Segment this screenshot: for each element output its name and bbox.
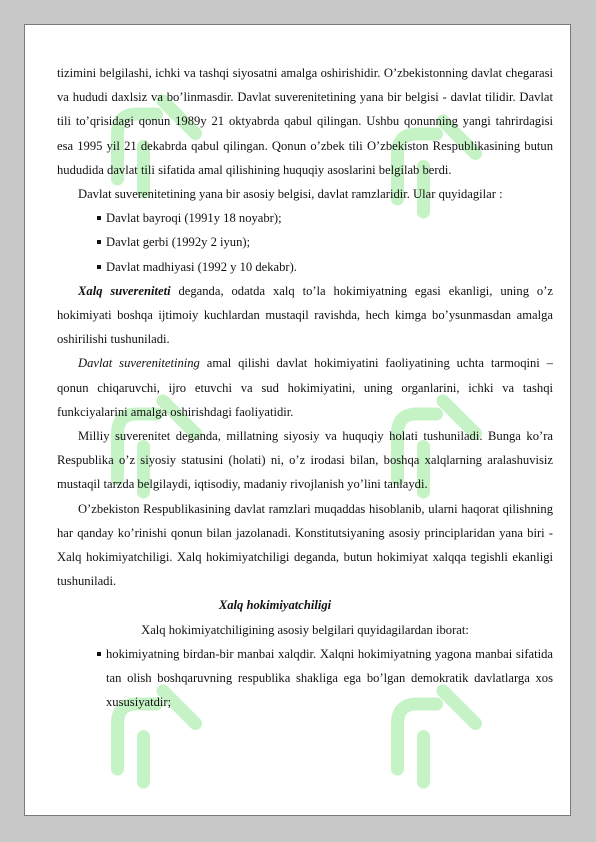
document-body (57, 61, 553, 714)
paragraph-text: deganda, odatda xalq to’la hokimiyatning egasi ekanligi, uning o’z hokimiyati boshqa ijtimoiy kuchlardan mustaqil ravishda, hech kimga bo’ysunmasdan amalga oshirilishi tushuniladi. (57, 283, 554, 347)
list-item: hokimiyatning birdan-bir manbai xalqdir. Xalqni hokimiyatning yagona manbai sifatida tan olish boshqaruvning respublika shakliga ega bo’lgan demokratik davlatlarga xos xususiyatdir; (97, 642, 553, 715)
paragraph (57, 351, 553, 424)
paragraph: Xalq hokimiyatchiligining asosiy belgilari quyidagilardan iborat: (141, 622, 469, 637)
document-page (24, 24, 571, 816)
list-item: Davlat bayroqi (1991y 18 noyabr); (97, 206, 553, 230)
list-item: Davlat gerbi (1992y 2 iyun); (97, 230, 553, 254)
paragraph: Milliy suverenitet deganda, millatning siyosiy va huquqiy holati tushuniladi. Bunga ko’ra Respublika o’z siyosiy statusini (holati) ni, o’z irodasi bilan, boshqa xalqlarning aralashuvisiz mustaqil tarzda belgilaydi, iqtisodiy, madaniy rivojlanish yo’lini tanlaydi. (57, 429, 553, 492)
paragraph: Davlat suverenitetining yana bir asosiy belgisi, davlat ramzlaridir. Ular quyidagilar : (78, 187, 503, 202)
section-heading: Xalq hokimiyatchiligi (218, 598, 332, 613)
list-item: Davlat madhiyasi (1992 y 10 dekabr). (97, 255, 553, 279)
paragraph (57, 279, 553, 352)
term: Davlat suverenitetining (78, 356, 200, 371)
paragraph: O’zbekiston Respublikasining davlat ramzlari muqaddas hisoblanib, ularni haqorat qilishning har qanday ko’rinishi qonun bilan jazolanadi. Konstitutsiyaning asosiy principlaridan yana biri - Xalq hokimiyatchiligi. Xalq hokimiyatchiligi deganda, butun hokimiyat xalqqa tegishli ekanligi tushuniladi. (57, 501, 553, 589)
symbols-list (57, 206, 553, 279)
paragraph: tizimini belgilashi, ichki va tashqi siyosatni amalga oshirishidir. O’zbekistonning davlat chegarasi va hududi daxlsiz va bo’linmasdir. Davlat suverenitetining yana bir belgisi - davlat tilidir. Davlat tili to’qrisidagi qonun 1989y 21 oktyabrda qabul qilingan. Ushbu qonunning yangi tahrirdagisi esa 1995 yil 21 dekabrda qabul qilingan. Qonun o’zbek tili O’zbekiston Respublikasining butun hududida davlat tili sifatida amal qilishining huquqiy asoslarini belgilab berdi. (57, 66, 553, 177)
paragraph-text: amal qilishi davlat hokimiyatini faoliyatining uchta tarmoqini – qonun chiqaruvchi, ijro etuvchi va sud hokimiyatini, uning organlarini, ichki va tashqi funkciyalarini amalga oshirishdagi faoliyatidir. (57, 356, 553, 419)
term: Xalq suvereniteti (78, 283, 171, 298)
features-list (57, 642, 553, 715)
